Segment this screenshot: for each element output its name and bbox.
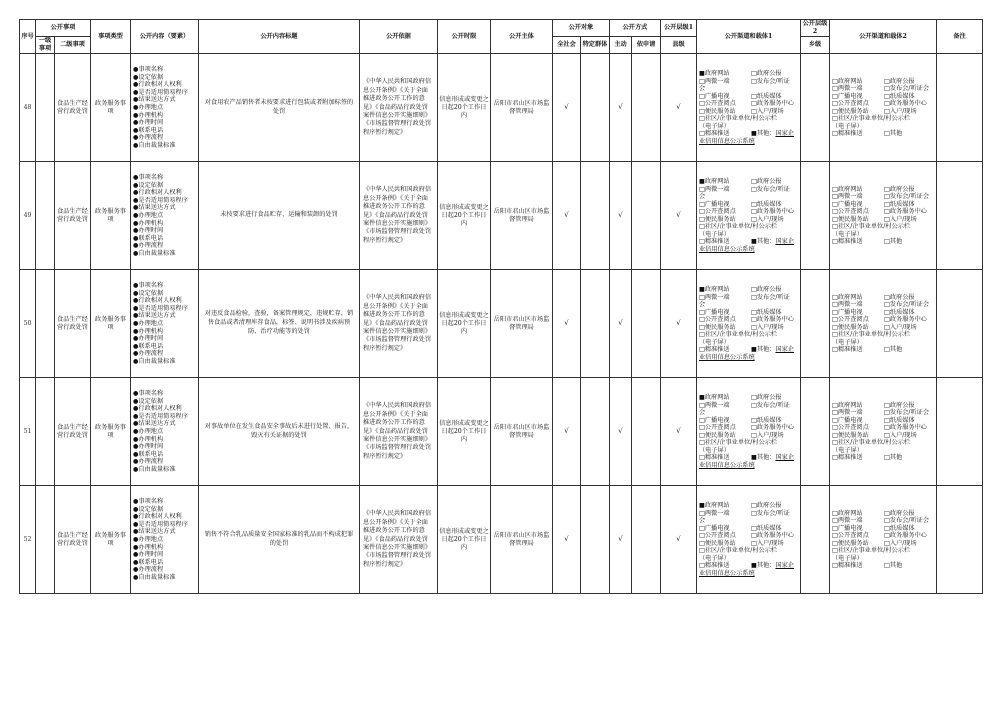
header-seq: 序号 <box>20 20 36 54</box>
row-seq: 50 <box>20 270 36 378</box>
row-level2: 食品生产经营行政处罚 <box>55 54 91 162</box>
row-layer2 <box>801 162 830 270</box>
row-layer2 <box>801 54 830 162</box>
table-row <box>20 378 983 486</box>
row-channel1: ■政府网站 □政府公报 □两微一端 □发布会/听证 会 □广播电视 □纸质媒体 □公开查阅点 □政务服务中心 □便民服务站 □入户/现场 □社区/企事业单位/村公示栏 （电子屏） □精准推送 ■其他：国家企 业信用信息公示系统 <box>697 378 801 486</box>
row-seq: 48 <box>20 54 36 162</box>
row-channel2: □政府网站 □政府公报 □两微一端 □发布会/听证会 □广播电视 □纸质媒体 □公开查阅点 □政务服务中心 □便民服务站 □入户/现场 □社区/企事业单位/村公示栏 （电子屏） □精准推送 □其他 <box>830 162 937 270</box>
row-basis: 《中华人民共和国政府信息公开条例》《关于全面推进政务公开工作的意见》《食品药品行政处罚案件信息公开实施细则》《市场监督管理行政处罚程序暂行规定》 <box>360 54 438 162</box>
header-target: 公开对象 <box>553 20 610 37</box>
credit-system-link[interactable]: 业信用信息公示系统 <box>699 570 755 577</box>
row-subject: 岳阳市君山区市场监督管理局 <box>491 162 553 270</box>
table-row <box>20 54 983 162</box>
row-subject: 岳阳市君山区市场监督管理局 <box>491 378 553 486</box>
row-county-check: √ <box>661 270 697 378</box>
row-channel1: ■政府网站 □政府公报 □两微一端 □发布会/听证 会 □广播电视 □纸质媒体 □公开查阅点 □政务服务中心 □便民服务站 □入户/现场 □社区/企事业单位/村公示栏 （电子屏） □精准推送 ■其他：国家企 业信用信息公示系统 <box>697 270 801 378</box>
disclosure-table <box>19 19 983 594</box>
header-channel1: 公开渠道和载体1 <box>697 20 801 54</box>
row-apply <box>632 54 661 162</box>
row-specific <box>581 162 610 270</box>
header-county: 县级 <box>661 37 697 54</box>
row-timelimit: 信息形成或变更之日起20个工作日内 <box>438 162 491 270</box>
row-type: 政务服务事项 <box>91 162 131 270</box>
row-timelimit: 信息形成或变更之日起20个工作日内 <box>438 270 491 378</box>
header-subject: 公开主体 <box>491 20 553 54</box>
row-seq: 49 <box>20 162 36 270</box>
row-county-check: √ <box>661 378 697 486</box>
row-active-check: √ <box>610 378 632 486</box>
header-timelimit: 公开时限 <box>438 20 491 54</box>
row-content-items: ●事项名称 ●设定依据 ●行政相对人权利 ●是否适用简易程序 ●结果送达方式 ●办理地点 ●办理机构 ●办理时间 ●联系电话 ●办理流程 ●自由裁量标准 <box>131 54 199 162</box>
row-specific <box>581 486 610 594</box>
header-type: 事项类型 <box>91 20 131 54</box>
header-channel2: 公开渠道和载体2 <box>830 20 937 54</box>
header-level1: 一级事项 <box>36 37 55 54</box>
row-basis: 《中华人民共和国政府信息公开条例》《关于全面推进政务公开工作的意见》《食品药品行政处罚案件信息公开实施细则》《市场监督管理行政处罚程序暂行规定》 <box>360 162 438 270</box>
row-title: 对食用农产品销售者未按要求进行包装或者附加标签的处罚 <box>199 54 360 162</box>
row-title: 未按要求进行食品贮存、运输和装卸的处罚 <box>199 162 360 270</box>
row-channel1: ■政府网站 □政府公报 □两微一端 □发布会/听证 会 □广播电视 □纸质媒体 □公开查阅点 □政务服务中心 □便民服务站 □入户/现场 □社区/企事业单位/村公示栏 （电子屏） □精准推送 ■其他：国家企 业信用信息公示系统 <box>697 162 801 270</box>
row-layer2 <box>801 270 830 378</box>
row-specific <box>581 54 610 162</box>
row-type: 政务服务事项 <box>91 270 131 378</box>
row-seq: 51 <box>20 378 36 486</box>
row-remark <box>937 54 983 162</box>
row-county-check: √ <box>661 486 697 594</box>
row-basis: 《中华人民共和国政府信息公开条例》《关于全面推进政务公开工作的意见》《食品药品行政处罚案件信息公开实施细则》《市场监督管理行政处罚程序暂行规定》 <box>360 378 438 486</box>
header-title: 公开内容标题 <box>199 20 360 54</box>
row-all-check: √ <box>553 378 581 486</box>
row-title: 对事故单位在发生食品安全事故后未进行处置、报告，毁灭有关证据的处罚 <box>199 378 360 486</box>
row-channel2: □政府网站 □政府公报 □两微一端 □发布会/听证会 □广播电视 □纸质媒体 □公开查阅点 □政务服务中心 □便民服务站 □入户/现场 □社区/企事业单位/村公示栏 （电子屏） □精准推送 □其他 <box>830 270 937 378</box>
table-body <box>20 54 983 594</box>
row-remark <box>937 162 983 270</box>
row-channel1: ■政府网站 □政府公报 □两微一端 □发布会/听证 会 □广播电视 □纸质媒体 □公开查阅点 □政务服务中心 □便民服务站 □入户/现场 □社区/企事业单位/村公示栏 （电子屏） □精准推送 ■其他：国家企 业信用信息公示系统 <box>697 486 801 594</box>
row-active-check: √ <box>610 486 632 594</box>
row-content-items: ●事项名称 ●设定依据 ●行政相对人权利 ●是否适用简易程序 ●结果送达方式 ●办理地点 ●办理机构 ●办理时间 ●联系电话 ●办理流程 ●自由裁量标准 <box>131 270 199 378</box>
row-type: 政务服务事项 <box>91 378 131 486</box>
row-basis: 《中华人民共和国政府信息公开条例》《关于全面推进政务公开工作的意见》《食品药品行政处罚案件信息公开实施细则》《市场监督管理行政处罚程序暂行规定》 <box>360 270 438 378</box>
row-layer2 <box>801 486 830 594</box>
row-all-check: √ <box>553 162 581 270</box>
row-subject: 岳阳市君山区市场监督管理局 <box>491 270 553 378</box>
row-subject: 岳阳市君山区市场监督管理局 <box>491 486 553 594</box>
header-matter: 公开事项 <box>36 20 91 37</box>
row-remark <box>937 378 983 486</box>
row-content-items: ●事项名称 ●设定依据 ●行政相对人权利 ●是否适用简易程序 ●结果送达方式 ●办理地点 ●办理机构 ●办理时间 ●联系电话 ●办理流程 ●自由裁量标准 <box>131 378 199 486</box>
row-all-check: √ <box>553 54 581 162</box>
row-content-items: ●事项名称 ●设定依据 ●行政相对人权利 ●是否适用简易程序 ●结果送达方式 ●办理地点 ●办理机构 ●办理时间 ●联系电话 ●办理流程 ●自由裁量标准 <box>131 162 199 270</box>
row-subject: 岳阳市君山区市场监督管理局 <box>491 54 553 162</box>
row-content-items: ●事项名称 ●设定依据 ●行政相对人权利 ●是否适用简易程序 ●结果送达方式 ●办理地点 ●办理机构 ●办理时间 ●联系电话 ●办理流程 ●自由裁量标准 <box>131 486 199 594</box>
header-content: 公开内容（要素） <box>131 20 199 54</box>
header-basis: 公开依据 <box>360 20 438 54</box>
row-channel2: □政府网站 □政府公报 □两微一端 □发布会/听证会 □广播电视 □纸质媒体 □公开查阅点 □政务服务中心 □便民服务站 □入户/现场 □社区/企事业单位/村公示栏 （电子屏） □精准推送 □其他 <box>830 378 937 486</box>
row-all-check: √ <box>553 486 581 594</box>
row-remark <box>937 486 983 594</box>
header-method: 公开方式 <box>610 20 661 37</box>
credit-system-link[interactable]: 业信用信息公示系统 <box>699 462 755 469</box>
header-layer2: 公开层级2 <box>801 20 830 37</box>
row-apply <box>632 162 661 270</box>
row-apply <box>632 486 661 594</box>
row-level2: 食品生产经营行政处罚 <box>55 270 91 378</box>
row-timelimit: 信息形成或变更之日起20个工作日内 <box>438 54 491 162</box>
header-apply: 依申请 <box>632 37 661 54</box>
row-timelimit: 信息形成或变更之日起20个工作日内 <box>438 378 491 486</box>
row-level1 <box>36 486 55 594</box>
row-all-check: √ <box>553 270 581 378</box>
credit-system-link[interactable]: 业信用信息公示系统 <box>699 354 755 361</box>
row-type: 政务服务事项 <box>91 486 131 594</box>
table-row <box>20 162 983 270</box>
table-header <box>20 20 983 54</box>
header-active: 主动 <box>610 37 632 54</box>
row-layer2 <box>801 378 830 486</box>
header-remark: 备注 <box>937 20 983 54</box>
row-remark <box>937 270 983 378</box>
header-township: 乡级 <box>801 37 830 54</box>
table-row <box>20 270 983 378</box>
row-type: 政务服务事项 <box>91 54 131 162</box>
row-level2: 食品生产经营行政处罚 <box>55 162 91 270</box>
header-layer1: 公开层级1 <box>661 20 697 37</box>
row-level1 <box>36 162 55 270</box>
header-level2: 二级事项 <box>55 37 91 54</box>
row-title: 销售不符合乳品质量安全国家标准的乳品而不构成犯罪的处罚 <box>199 486 360 594</box>
row-channel2: □政府网站 □政府公报 □两微一端 □发布会/听证会 □广播电视 □纸质媒体 □公开查阅点 □政务服务中心 □便民服务站 □入户/现场 □社区/企事业单位/村公示栏 （电子屏） □精准推送 □其他 <box>830 54 937 162</box>
row-channel1: ■政府网站 □政府公报 □两微一端 □发布会/听证 会 □广播电视 □纸质媒体 □公开查阅点 □政务服务中心 □便民服务站 □入户/现场 □社区/企事业单位/村公示栏 （电子屏） □精准推送 ■其他：国家企 业信用信息公示系统 <box>697 54 801 162</box>
row-level1 <box>36 378 55 486</box>
row-specific <box>581 270 610 378</box>
row-specific <box>581 378 610 486</box>
row-apply <box>632 270 661 378</box>
header-specific: 特定群体 <box>581 37 610 54</box>
table-row <box>20 486 983 594</box>
row-apply <box>632 378 661 486</box>
row-active-check: √ <box>610 54 632 162</box>
credit-system-link[interactable]: 业信用信息公示系统 <box>699 138 755 145</box>
row-active-check: √ <box>610 270 632 378</box>
row-county-check: √ <box>661 162 697 270</box>
header-all: 全社会 <box>553 37 581 54</box>
row-active-check: √ <box>610 162 632 270</box>
row-channel2: □政府网站 □政府公报 □两微一端 □发布会/听证会 □广播电视 □纸质媒体 □公开查阅点 □政务服务中心 □便民服务站 □入户/现场 □社区/企事业单位/村公示栏 （电子屏） □精准推送 □其他 <box>830 486 937 594</box>
row-seq: 52 <box>20 486 36 594</box>
row-level1 <box>36 270 55 378</box>
row-title: 对违反食品检验，查验，备案管理规定，违规贮存，销售食品或者清理库存食品，标签、说明书涉及疾病预防、治疗功能等的处罚 <box>199 270 360 378</box>
row-level1 <box>36 54 55 162</box>
row-level2: 食品生产经营行政处罚 <box>55 378 91 486</box>
row-timelimit: 信息形成或变更之日起20个工作日内 <box>438 486 491 594</box>
row-county-check: √ <box>661 54 697 162</box>
credit-system-link[interactable]: 业信用信息公示系统 <box>699 246 755 253</box>
row-level2: 食品生产经营行政处罚 <box>55 486 91 594</box>
row-basis: 《中华人民共和国政府信息公开条例》《关于全面推进政务公开工作的意见》《食品药品行政处罚案件信息公开实施细则》《市场监督管理行政处罚程序暂行规定》 <box>360 486 438 594</box>
